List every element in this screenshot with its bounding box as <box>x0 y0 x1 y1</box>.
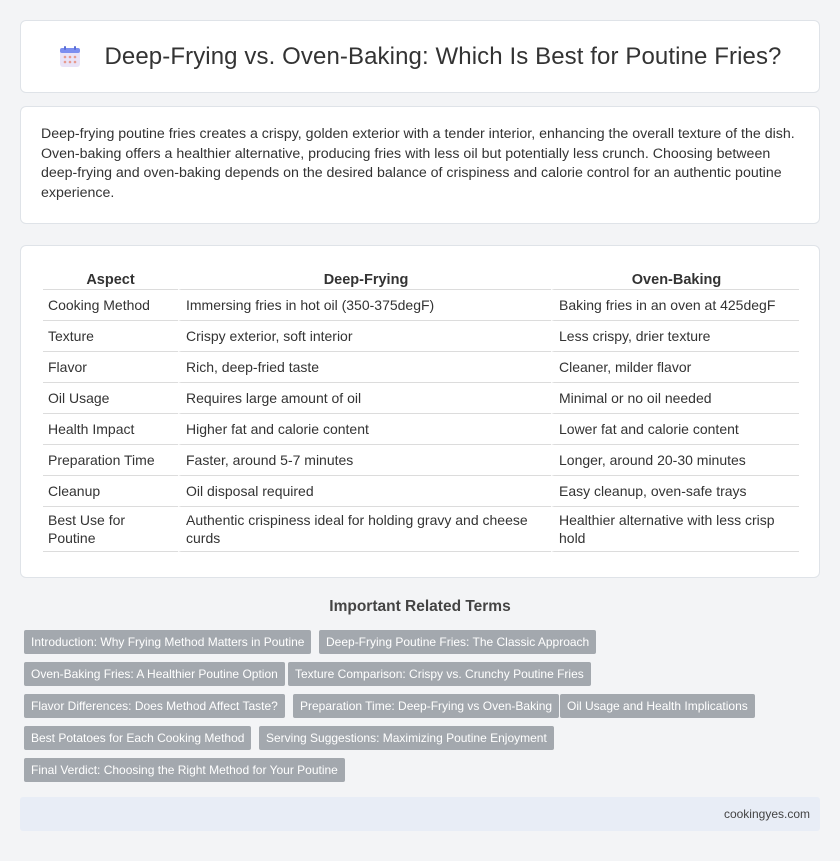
table-row <box>43 445 799 476</box>
table-row <box>43 321 799 352</box>
row-aspect: Preparation Time <box>43 445 178 476</box>
related-terms-heading: Important Related Terms <box>329 598 511 615</box>
comparison-table-card <box>20 245 820 578</box>
row-oven-baking: Cleaner, milder flavor <box>551 352 799 383</box>
related-term-tag[interactable]: Serving Suggestions: Maximizing Poutine Enjoyment <box>259 726 554 750</box>
table-row <box>43 476 799 507</box>
row-oven-baking: Longer, around 20-30 minutes <box>551 445 799 476</box>
footer-site-name[interactable]: cookingyes.com <box>723 807 810 821</box>
related-term-tag[interactable]: Final Verdict: Choosing the Right Method for Your Poutine <box>24 758 345 782</box>
table-row <box>43 507 799 552</box>
row-deep-frying: Rich, deep-fried taste <box>178 352 551 383</box>
related-term-tag[interactable]: Preparation Time: Deep-Frying vs Oven-Baking <box>293 694 559 718</box>
table-row <box>43 290 799 321</box>
row-deep-frying: Crispy exterior, soft interior <box>178 321 551 352</box>
row-aspect: Health Impact <box>43 414 178 445</box>
related-term-tag[interactable]: Texture Comparison: Crispy vs. Crunchy Poutine Fries <box>288 662 591 686</box>
row-oven-baking: Baking fries in an oven at 425degF <box>551 290 799 321</box>
intro-text: Deep-frying poutine fries creates a crispy, golden exterior with a tender interior, enhancing the overall texture of the dish. Oven-baking offers a healthier alternative, producing fries with less oil but potentially less crunch. Choosing between deep-frying and oven-baking depends on the desired balance of crispiness and calorie control for an authentic poutine experience. <box>41 126 795 201</box>
header-aspect: Aspect <box>43 266 178 290</box>
row-oven-baking: Minimal or no oil needed <box>551 383 799 414</box>
row-aspect: Texture <box>43 321 178 352</box>
title-wrap <box>58 43 781 71</box>
row-oven-baking: Less crispy, drier texture <box>551 321 799 352</box>
table-header-row <box>43 266 799 290</box>
row-deep-frying: Requires large amount of oil <box>178 383 551 414</box>
intro-card <box>20 106 820 224</box>
row-oven-baking: Healthier alternative with less crisp hold <box>551 507 799 552</box>
row-oven-baking: Easy cleanup, oven-safe trays <box>551 476 799 507</box>
comparison-table <box>43 266 799 552</box>
title-card <box>20 20 820 93</box>
row-aspect: Oil Usage <box>43 383 178 414</box>
table-row <box>43 352 799 383</box>
header-oven-baking: Oven-Baking <box>551 266 799 290</box>
row-deep-frying: Faster, around 5-7 minutes <box>178 445 551 476</box>
related-term-tag[interactable]: Best Potatoes for Each Cooking Method <box>24 726 251 750</box>
row-aspect: Best Use for Poutine <box>43 507 178 552</box>
related-term-tag[interactable]: Flavor Differences: Does Method Affect Taste? <box>24 694 285 718</box>
related-term-tag[interactable]: Deep-Frying Poutine Fries: The Classic Approach <box>319 630 596 654</box>
row-deep-frying: Oil disposal required <box>178 476 551 507</box>
row-aspect: Cleanup <box>43 476 178 507</box>
row-deep-frying: Higher fat and calorie content <box>178 414 551 445</box>
table-row <box>43 414 799 445</box>
row-deep-frying: Immersing fries in hot oil (350-375degF) <box>178 290 551 321</box>
page-title: Deep-Frying vs. Oven-Baking: Which Is Best for Poutine Fries? <box>104 42 782 70</box>
header-deep-frying: Deep-Frying <box>178 266 551 290</box>
row-aspect: Flavor <box>43 352 178 383</box>
row-deep-frying: Authentic crispiness ideal for holding gravy and cheese curds <box>178 507 551 552</box>
related-term-tag[interactable]: Oven-Baking Fries: A Healthier Poutine Option <box>24 662 285 686</box>
row-aspect: Cooking Method <box>43 290 178 321</box>
row-oven-baking: Lower fat and calorie content <box>551 414 799 445</box>
related-term-tag[interactable]: Introduction: Why Frying Method Matters in Poutine <box>24 630 311 654</box>
table-row <box>43 383 799 414</box>
footer <box>20 797 820 831</box>
related-term-tag[interactable]: Oil Usage and Health Implications <box>560 694 755 718</box>
calendar-icon <box>58 45 82 69</box>
